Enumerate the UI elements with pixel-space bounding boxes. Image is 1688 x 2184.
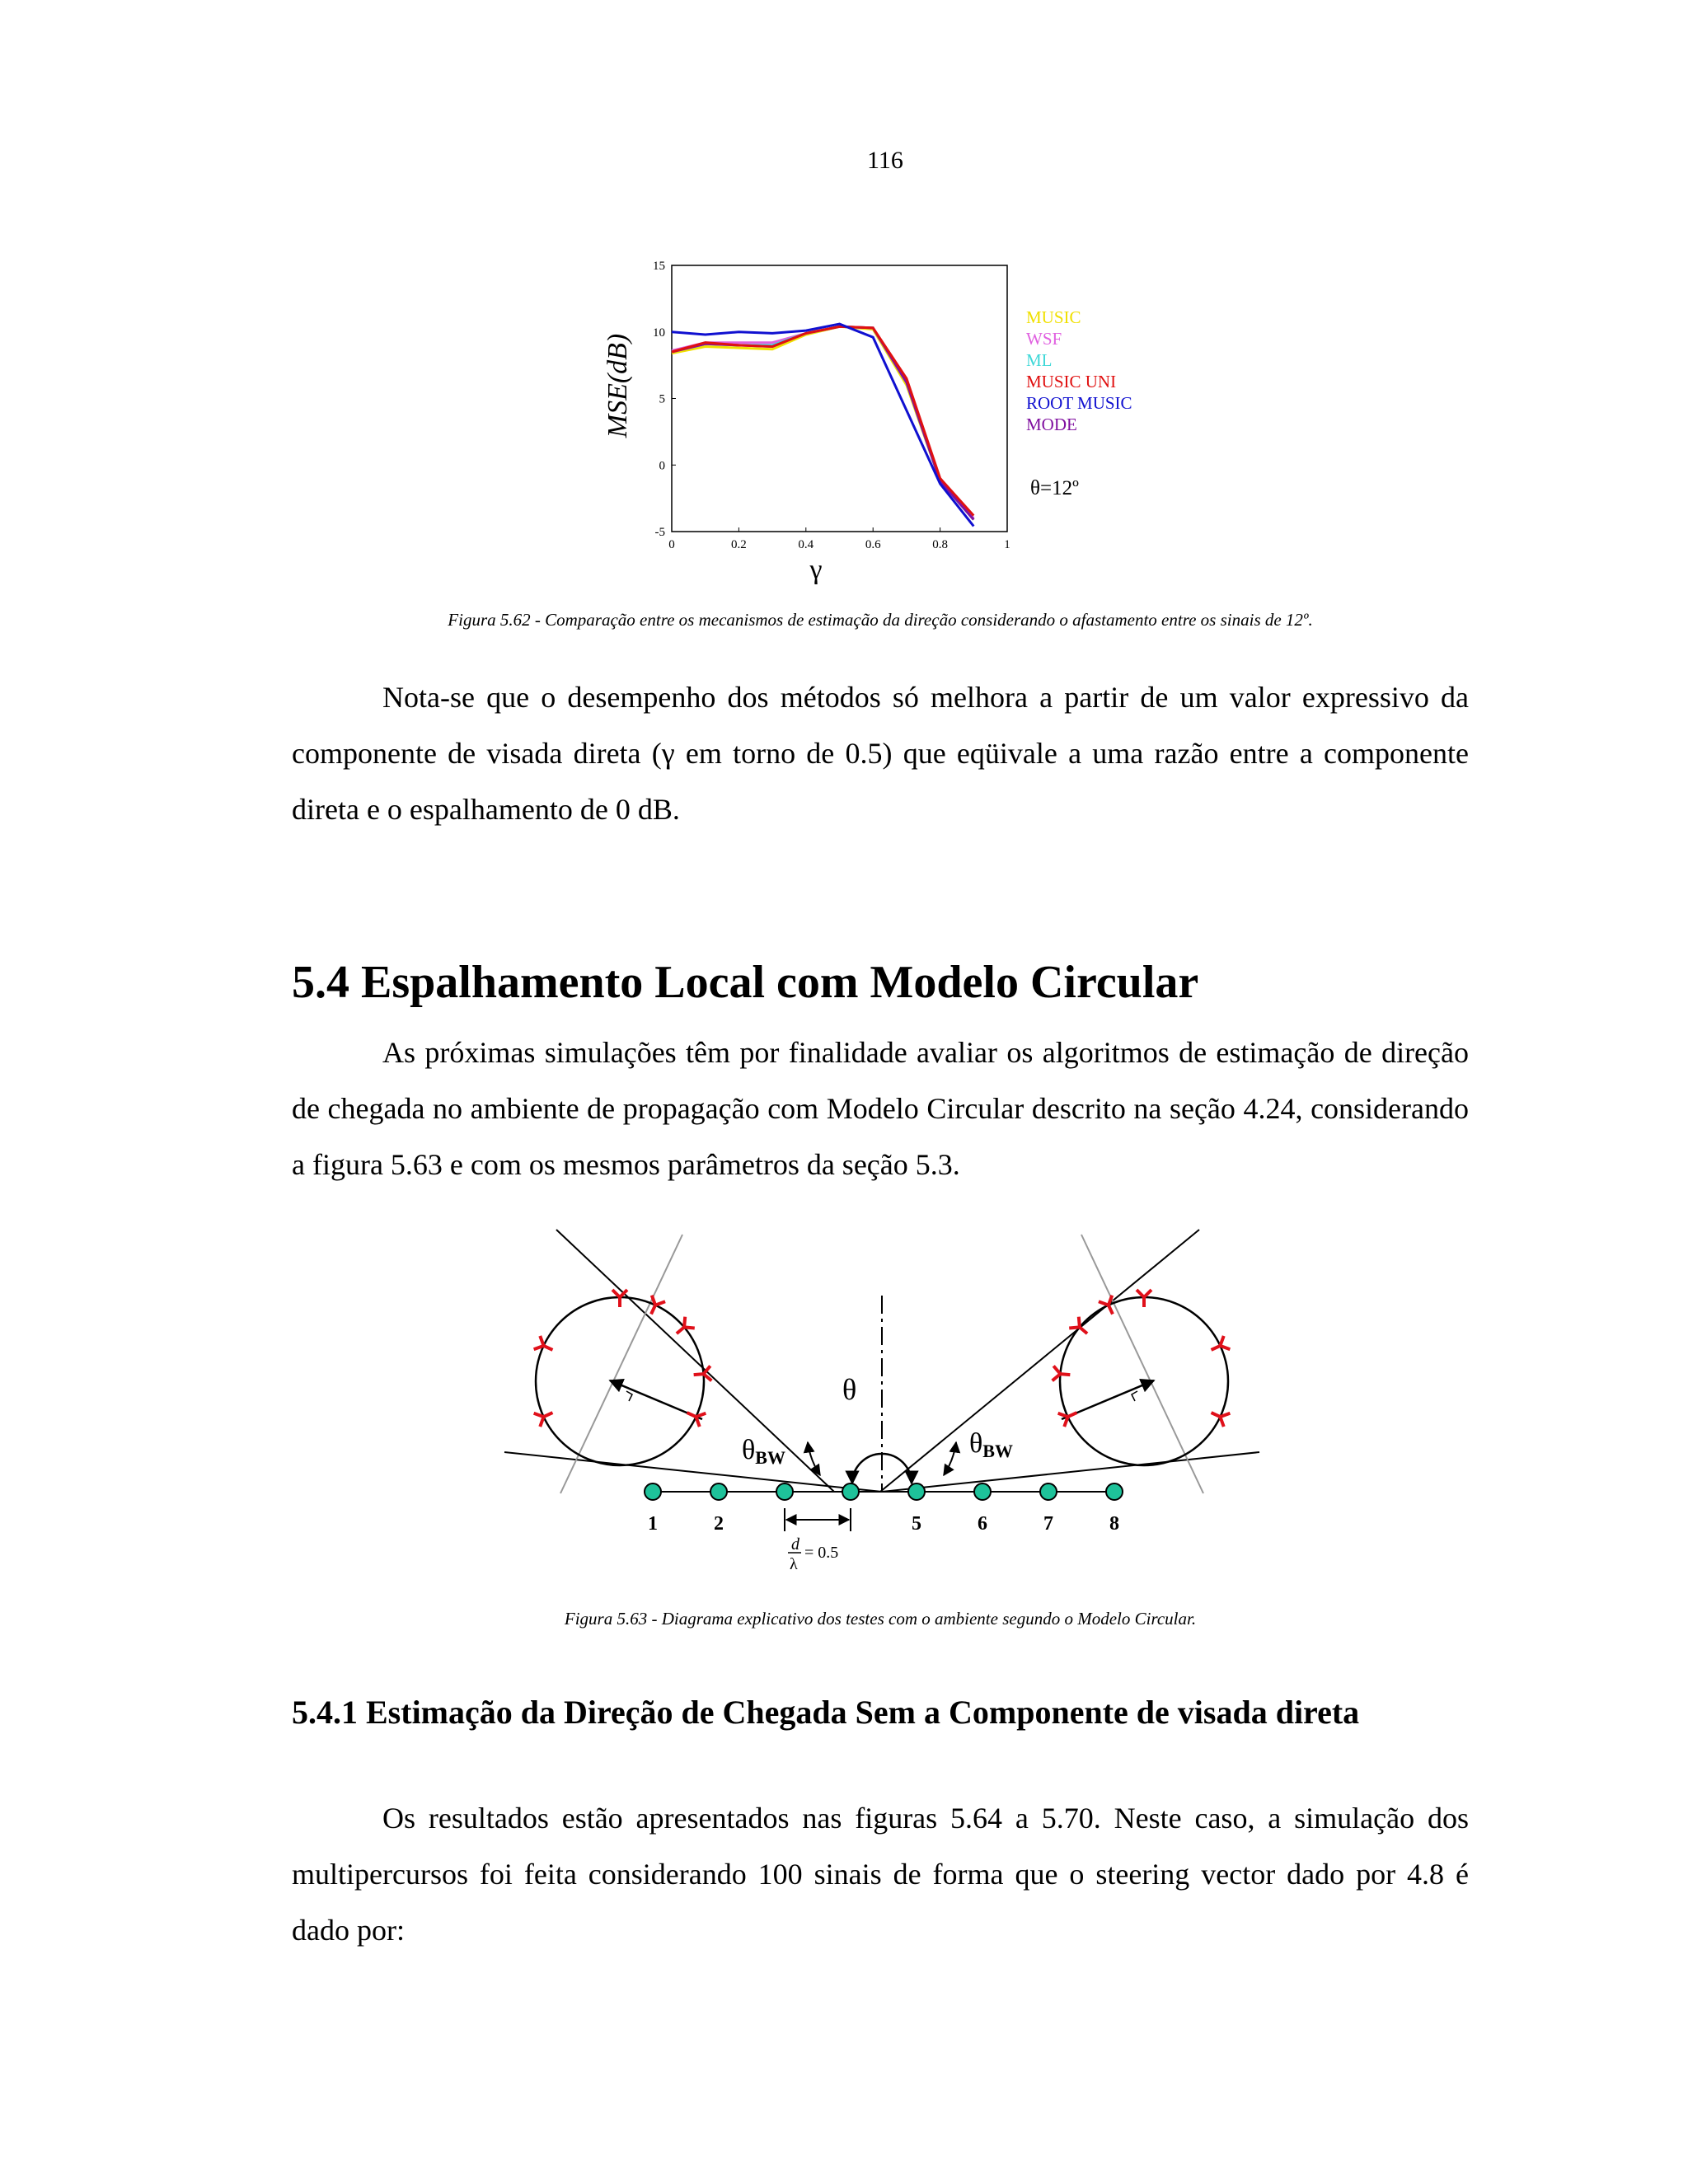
- element-label: 6: [978, 1513, 987, 1535]
- array-element: [645, 1483, 661, 1500]
- chart-series-group: [672, 324, 973, 526]
- scatterer-icon: [1058, 1406, 1081, 1427]
- element-label: 8: [1109, 1513, 1119, 1535]
- scatterer-icon: [684, 1406, 706, 1427]
- theta-label: θ: [842, 1373, 857, 1406]
- array-element: [974, 1483, 991, 1500]
- array-element: [1040, 1483, 1057, 1500]
- series-line-music: [672, 326, 973, 519]
- scatterer-icon: [1208, 1336, 1231, 1357]
- y-tick-label: 10: [653, 326, 665, 340]
- y-tick-label: 5: [659, 392, 665, 406]
- left-tangent-upper: [556, 1230, 834, 1492]
- series-line-music-uni: [672, 326, 973, 515]
- legend-entry: MUSIC UNI: [1026, 372, 1117, 391]
- x-tick-label: 0.4: [798, 538, 814, 551]
- theta-annotation: θ=12º: [1030, 477, 1079, 499]
- right-tangent-lower: [882, 1452, 1259, 1492]
- scatterer-icon: [1208, 1406, 1231, 1427]
- paragraph-2-text: As próximas simulações têm por finalidade avaliar os algoritmos de estimação de direção de chegada no ambiente de propagação com Modelo Circular descrito na seção 4.24, considerando a figura 5.63 e com os mesmos parâmetros da seção 5.3.: [292, 1036, 1469, 1181]
- theta-bw-right-sub: BW: [982, 1441, 1013, 1461]
- paragraph-3: [292, 1790, 1469, 1958]
- legend-entry: ML: [1026, 350, 1053, 370]
- left-bw-arc: [808, 1442, 820, 1475]
- legend-entry: MUSIC: [1026, 307, 1081, 327]
- x-tick-label: 0.8: [932, 538, 948, 551]
- y-tick-label: 15: [653, 260, 665, 273]
- chart-axes: [653, 260, 1010, 551]
- series-line-mode: [672, 326, 973, 519]
- element-label: 7: [1043, 1513, 1053, 1535]
- y-axis-label: MSE(dB): [603, 333, 633, 438]
- legend-entry: MODE: [1026, 415, 1077, 434]
- array-element: [776, 1483, 793, 1500]
- scatterer-icon: [612, 1290, 627, 1307]
- y-tick-label: -5: [654, 526, 665, 539]
- theta-bw-left-symbol: θ: [742, 1435, 756, 1465]
- scatterer-icon: [1137, 1290, 1151, 1307]
- paragraph-2: [292, 1024, 1469, 1193]
- scatterer-icon: [645, 1296, 665, 1318]
- element-label: 1: [648, 1513, 658, 1535]
- array-element: [710, 1483, 727, 1500]
- figure-5-63-caption: Figura 5.63 - Diagrama explicativo dos testes com o ambiente segundo o Modelo Circular.: [564, 1609, 1197, 1629]
- y-tick-label: 0: [659, 459, 665, 473]
- series-line-wsf: [672, 326, 973, 518]
- legend-entry: ROOT MUSIC: [1026, 393, 1132, 413]
- paragraph-1-text: Nota-se que o desempenho dos métodos só melhora a partir de um valor expressivo da componente de visada direta (γ em torno de 0.5) que eqüivale a uma razão entre a componente direta e o espalhamento de 0 dB.: [292, 681, 1469, 826]
- paragraph-1: [292, 669, 1469, 837]
- x-tick-label: 0: [668, 538, 675, 551]
- theta-bw-left-sub: BW: [755, 1447, 785, 1468]
- chart-legend: [1026, 307, 1132, 434]
- element-label: 2: [714, 1513, 724, 1535]
- x-axis-label: γ: [809, 555, 823, 585]
- right-tangent-upper: [880, 1230, 1199, 1492]
- page-number: 116: [867, 147, 903, 174]
- array-element: [1106, 1483, 1123, 1500]
- section-heading: 5.4 Espalhamento Local com Modelo Circular: [292, 957, 1199, 1008]
- right-bw-arc: [944, 1442, 956, 1475]
- scatterer-icon: [534, 1406, 556, 1427]
- left-scatter-ring: [536, 1297, 704, 1465]
- plot-frame: [672, 265, 1007, 532]
- x-tick-label: 0.6: [865, 538, 881, 551]
- spacing-value: = 0.5: [804, 1544, 839, 1562]
- circular-model-diagram: [495, 1220, 1269, 1591]
- spacing-lambda: λ: [790, 1555, 798, 1573]
- right-scatter-ring: [1060, 1297, 1228, 1465]
- x-tick-label: 1: [1004, 538, 1010, 551]
- figure-5-62-caption: Figura 5.62 - Comparação entre os mecanismos de estimação da direção considerando o afastamento entre os sinais de 12º.: [448, 610, 1313, 630]
- series-line-ml: [672, 326, 973, 519]
- element-label: 5: [912, 1513, 921, 1535]
- paragraph-3-text: Os resultados estão apresentados nas figuras 5.64 a 5.70. Neste caso, a simulação dos multipercursos foi feita considerando 100 sinais de forma que o steering vector dado por 4.8 é dado por:: [292, 1802, 1469, 1947]
- scatterer-icon: [534, 1336, 556, 1357]
- mse-chart: [577, 247, 1170, 593]
- subsection-heading: 5.4.1 Estimação da Direção de Chegada Sem a Componente de visada direta: [292, 1694, 1360, 1731]
- array-element: [842, 1483, 859, 1500]
- theta-bw-right-label: [969, 1428, 1013, 1461]
- legend-entry: WSF: [1026, 329, 1062, 349]
- left-tangent-lower: [504, 1452, 882, 1492]
- theta-bw-right-symbol: θ: [969, 1428, 983, 1459]
- x-tick-label: 0.2: [731, 538, 747, 551]
- spacing-d: d: [791, 1535, 799, 1554]
- array-element: [908, 1483, 925, 1500]
- series-line-root-music: [672, 324, 973, 526]
